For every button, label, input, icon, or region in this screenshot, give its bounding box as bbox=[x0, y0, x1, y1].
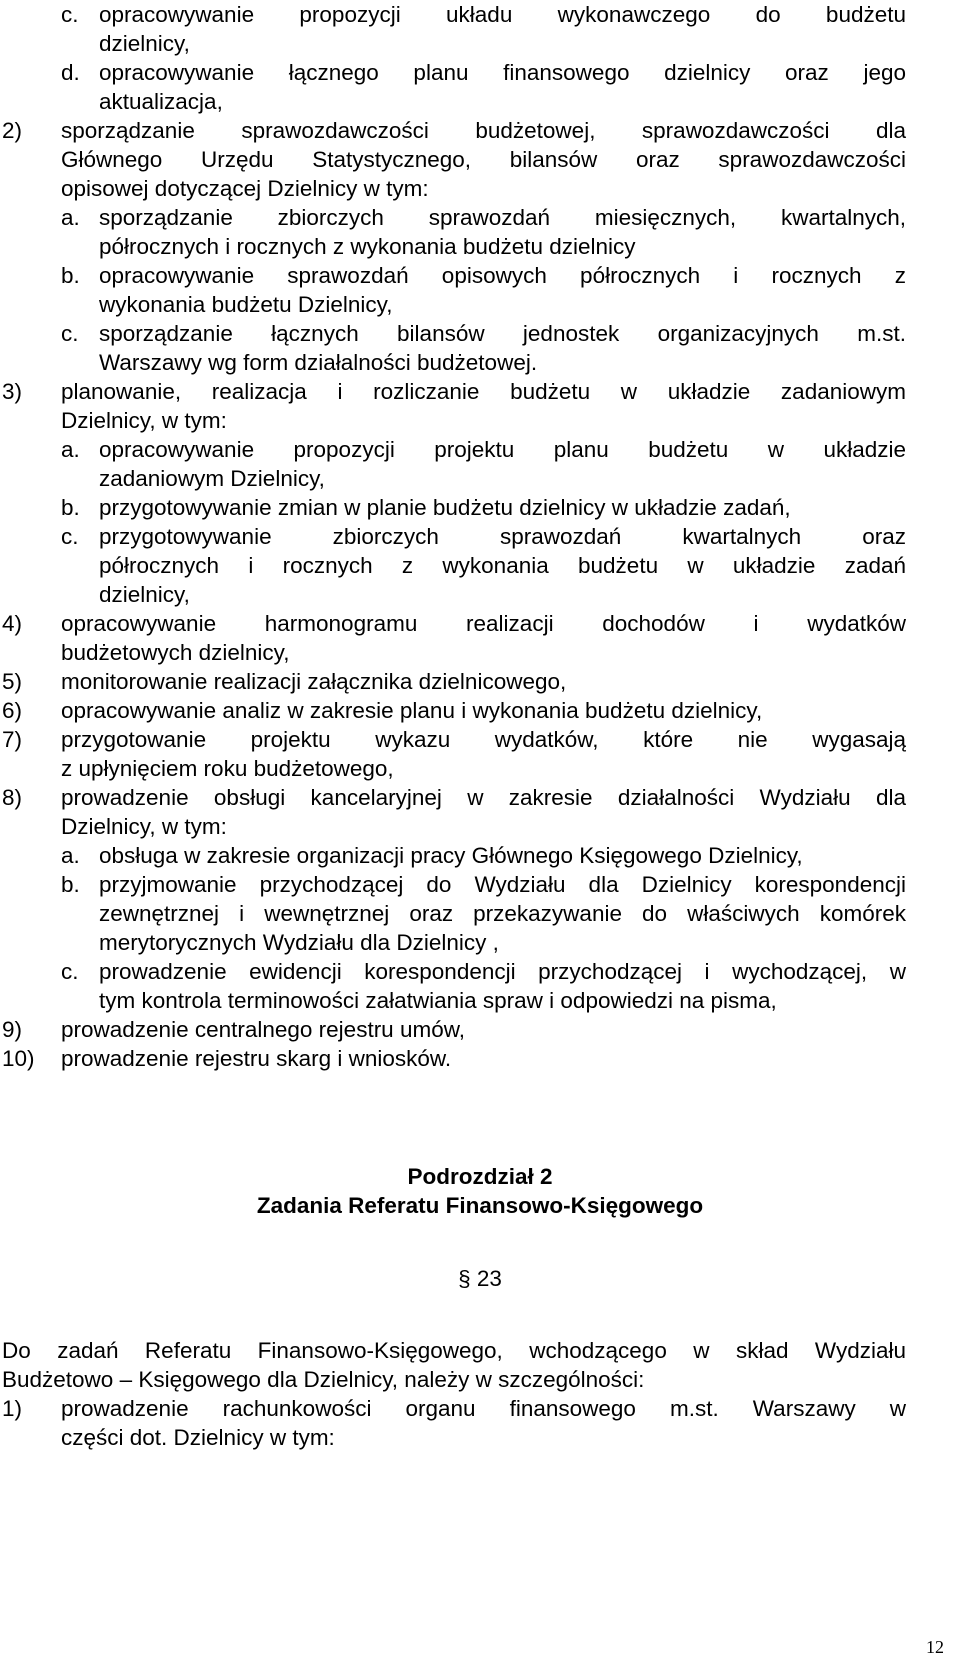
list-item bbox=[0, 870, 906, 899]
intro-paragraph-continuation bbox=[0, 1365, 644, 1394]
list-marker: a. bbox=[61, 843, 80, 868]
list-item bbox=[0, 203, 906, 232]
list-marker: a. bbox=[61, 437, 80, 462]
list-marker: c. bbox=[61, 2, 79, 27]
list-item bbox=[0, 667, 566, 696]
list-item bbox=[0, 58, 906, 87]
list-item-continuation bbox=[0, 464, 325, 493]
list-item-text: opracowywanie propozycji projektu planu budżetu w układzie bbox=[99, 437, 906, 462]
list-item-text: prowadzenie ewidencji korespondencji przychodzącej i wychodzącej, w bbox=[99, 959, 906, 984]
list-item-continuation bbox=[0, 986, 777, 1015]
list-item-text: opracowywanie łącznego planu finansowego dzielnicy oraz jego bbox=[99, 60, 906, 85]
list-item bbox=[0, 1394, 906, 1423]
paragraph-line: Budżetowo – Księgowego dla Dzielnicy, należy w szczególności: bbox=[2, 1367, 645, 1392]
list-marker: 9) bbox=[2, 1017, 23, 1042]
list-item bbox=[0, 609, 906, 638]
list-item-text: sporządzanie sprawozdawczości budżetowej, sprawozdawczości dla bbox=[61, 118, 906, 143]
list-item-text: zadaniowym Dzielnicy, bbox=[99, 466, 325, 491]
list-item-text: Głównego Urzędu Statystycznego, bilansów oraz sprawozdawczości bbox=[61, 147, 906, 172]
list-item-text: przygotowanie projektu wykazu wydatków, które nie wygasają bbox=[61, 727, 906, 752]
list-item-text: prowadzenie rejestru skarg i wniosków. bbox=[61, 1046, 452, 1071]
list-item-text: półrocznych i rocznych z wykonania budżetu dzielnicy bbox=[99, 234, 636, 259]
list-item-text: prowadzenie centralnego rejestru umów, bbox=[61, 1017, 465, 1042]
list-item-text: aktualizacja, bbox=[99, 89, 223, 114]
list-marker: 5) bbox=[2, 669, 23, 694]
list-item-text: opracowywanie propozycji układu wykonawczego do budżetu bbox=[99, 2, 906, 27]
list-item-text: z upłynięciem roku budżetowego, bbox=[61, 756, 394, 781]
list-item-continuation bbox=[0, 551, 906, 580]
list-item-text: Warszawy wg form działalności budżetowej. bbox=[99, 350, 538, 375]
list-item-continuation bbox=[0, 348, 537, 377]
list-item-continuation bbox=[0, 1423, 335, 1452]
list-item-text: opracowywanie harmonogramu realizacji dochodów i wydatków bbox=[61, 611, 906, 636]
list-marker: 10) bbox=[2, 1046, 35, 1071]
list-item-text: przygotowywanie zmian w planie budżetu dzielnicy w układzie zadań, bbox=[99, 495, 791, 520]
list-item-text: opracowywanie sprawozdań opisowych półrocznych i rocznych z bbox=[99, 263, 906, 288]
list-item-text: części dot. Dzielnicy w tym: bbox=[61, 1425, 335, 1450]
list-marker: b. bbox=[61, 495, 80, 520]
list-marker: b. bbox=[61, 263, 80, 288]
list-item-text: półrocznych i rocznych z wykonania budżetu w układzie zadań bbox=[99, 553, 906, 578]
list-item bbox=[0, 783, 906, 812]
list-item-continuation bbox=[0, 928, 499, 957]
list-item-continuation bbox=[0, 638, 289, 667]
list-item-text: prowadzenie rachunkowości organu finansowego m.st. Warszawy w bbox=[61, 1396, 906, 1421]
list-item bbox=[0, 696, 762, 725]
list-item-text: monitorowanie realizacji załącznika dzielnicowego, bbox=[61, 669, 567, 694]
list-item-text: dzielnicy, bbox=[99, 582, 190, 607]
list-marker: d. bbox=[61, 60, 80, 85]
list-item-continuation bbox=[0, 145, 906, 174]
list-item-continuation bbox=[0, 29, 190, 58]
list-item-text: opracowywanie analiz w zakresie planu i wykonania budżetu dzielnicy, bbox=[61, 698, 763, 723]
list-item bbox=[0, 725, 906, 754]
list-marker: 6) bbox=[2, 698, 23, 723]
paragraph-symbol: § 23 bbox=[458, 1266, 502, 1291]
list-item-continuation bbox=[0, 812, 227, 841]
list-item-text: merytorycznych Wydziału dla Dzielnicy , bbox=[99, 930, 499, 955]
list-item bbox=[0, 1044, 451, 1073]
list-item bbox=[0, 377, 906, 406]
list-item-text: dzielnicy, bbox=[99, 31, 190, 56]
list-item-text: przygotowywanie zbiorczych sprawozdań kwartalnych oraz bbox=[99, 524, 906, 549]
paragraph-line: Do zadań Referatu Finansowo-Księgowego, wchodzącego w skład Wydziału bbox=[2, 1338, 906, 1363]
list-item-continuation bbox=[0, 754, 394, 783]
list-item bbox=[0, 957, 906, 986]
page-number: 12 bbox=[926, 1637, 944, 1657]
list-item bbox=[0, 261, 906, 290]
list-marker: 4) bbox=[2, 611, 23, 636]
list-item-continuation bbox=[0, 87, 223, 116]
list-item-text: opisowej dotyczącej Dzielnicy w tym: bbox=[61, 176, 429, 201]
list-item-continuation bbox=[0, 290, 393, 319]
list-item-text: Dzielnicy, w tym: bbox=[61, 408, 227, 433]
list-item bbox=[0, 435, 906, 464]
list-item bbox=[0, 841, 803, 870]
intro-paragraph bbox=[0, 1336, 906, 1365]
list-item-text: wykonania budżetu Dzielnicy, bbox=[99, 292, 393, 317]
list-item-text: sporządzanie łącznych bilansów jednostek organizacyjnych m.st. bbox=[99, 321, 906, 346]
list-item-continuation bbox=[0, 232, 636, 261]
list-marker: c. bbox=[61, 524, 79, 549]
list-item-text: przyjmowanie przychodzącej do Wydziału dla Dzielnicy korespondencji bbox=[99, 872, 906, 897]
list-item bbox=[0, 116, 906, 145]
list-marker: b. bbox=[61, 872, 80, 897]
list-marker: 3) bbox=[2, 379, 23, 404]
list-item-text: planowanie, realizacja i rozliczanie budżetu w układzie zadaniowym bbox=[61, 379, 906, 404]
list-item-text: Dzielnicy, w tym: bbox=[61, 814, 227, 839]
list-marker: 1) bbox=[2, 1396, 23, 1421]
list-item bbox=[0, 0, 906, 29]
list-item-continuation bbox=[0, 580, 190, 609]
list-item bbox=[0, 493, 791, 522]
list-item-continuation bbox=[0, 899, 906, 928]
list-marker: 8) bbox=[2, 785, 23, 810]
list-item-text: obsługa w zakresie organizacji pracy Głównego Księgowego Dzielnicy, bbox=[99, 843, 803, 868]
list-item-text: sporządzanie zbiorczych sprawozdań miesięcznych, kwartalnych, bbox=[99, 205, 906, 230]
list-marker: 2) bbox=[2, 118, 23, 143]
list-marker: c. bbox=[61, 959, 79, 984]
list-item-text: tym kontrola terminowości załatwiania spraw i odpowiedzi na pisma, bbox=[99, 988, 777, 1013]
list-item bbox=[0, 319, 906, 348]
list-marker: c. bbox=[61, 321, 79, 346]
list-item-text: zewnętrznej i wewnętrznej oraz przekazywanie do właściwych komórek bbox=[99, 901, 906, 926]
list-item-text: prowadzenie obsługi kancelaryjnej w zakresie działalności Wydziału dla bbox=[61, 785, 906, 810]
list-marker: a. bbox=[61, 205, 80, 230]
list-item bbox=[0, 1015, 465, 1044]
list-item bbox=[0, 522, 906, 551]
list-item-continuation bbox=[0, 174, 429, 203]
list-item-continuation bbox=[0, 406, 227, 435]
section-title: Zadania Referatu Finansowo-Księgowego bbox=[256, 1193, 704, 1218]
section-heading: Podrozdział 2 bbox=[407, 1164, 553, 1189]
list-marker: 7) bbox=[2, 727, 23, 752]
list-item-text: budżetowych dzielnicy, bbox=[61, 640, 290, 665]
